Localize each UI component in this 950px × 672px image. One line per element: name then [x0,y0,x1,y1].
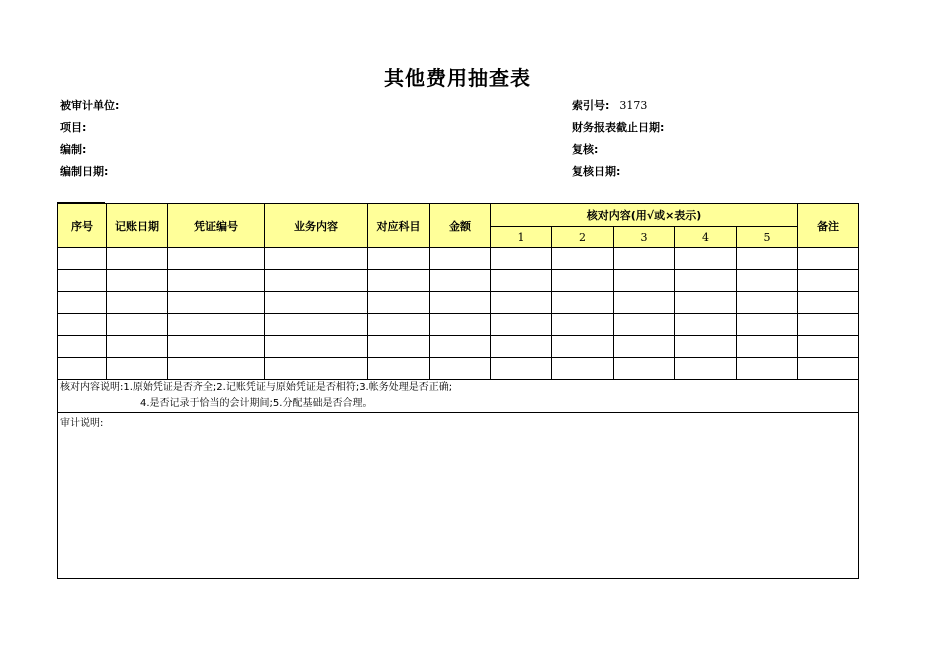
header-voucher-number: 凭证编号 [168,204,265,248]
header-check-2: 2 [552,227,614,248]
page-title: 其他费用抽查表 [384,66,531,90]
sample-table [57,203,858,582]
audit-notes-label: 审计说明: [60,418,104,429]
header-counter-account: 对应科目 [368,204,430,248]
audit-notes-row [58,413,859,579]
header-seq: 序号 [58,204,107,248]
audit-notes-cell[interactable] [58,413,859,579]
header-check-content: 核对内容(用√或×表示) [491,204,798,227]
header-amount: 金额 [430,204,491,248]
table-row [58,248,859,270]
table-row [58,292,859,314]
project-label: 项目: [60,121,87,134]
review-date-label: 复核日期: [572,165,621,178]
audited-unit-label: 被审计单位: [60,99,120,112]
prepared-by-label: 编制: [60,143,87,156]
header-check-5: 5 [737,227,798,248]
header-check-3: 3 [614,227,675,248]
check-notes-line-1: 核对内容说明:1.原始凭证是否齐全;2.记账凭证与原始凭证是否相符;3.帐务处理是否正确; [60,382,453,393]
prepared-date-label: 编制日期: [60,165,109,178]
header-check-1: 1 [491,227,552,248]
header-posting-date: 记账日期 [107,204,168,248]
report-date-label: 财务报表截止日期: [572,121,665,134]
table-row [58,314,859,336]
table-row [58,358,859,380]
header-remark: 备注 [798,204,859,248]
check-notes-line-2: 4.是否记录于恰当的会计期间;5.分配基础是否合理。 [140,398,373,409]
check-notes-row [58,380,859,413]
header-check-4: 4 [675,227,737,248]
index-label: 索引号: [572,99,610,112]
index-number [572,97,647,113]
header-business-content: 业务内容 [265,204,368,248]
table-row [58,336,859,358]
reviewed-by-label: 复核: [572,143,599,156]
table-row [58,270,859,292]
index-value: 3173 [619,99,648,112]
